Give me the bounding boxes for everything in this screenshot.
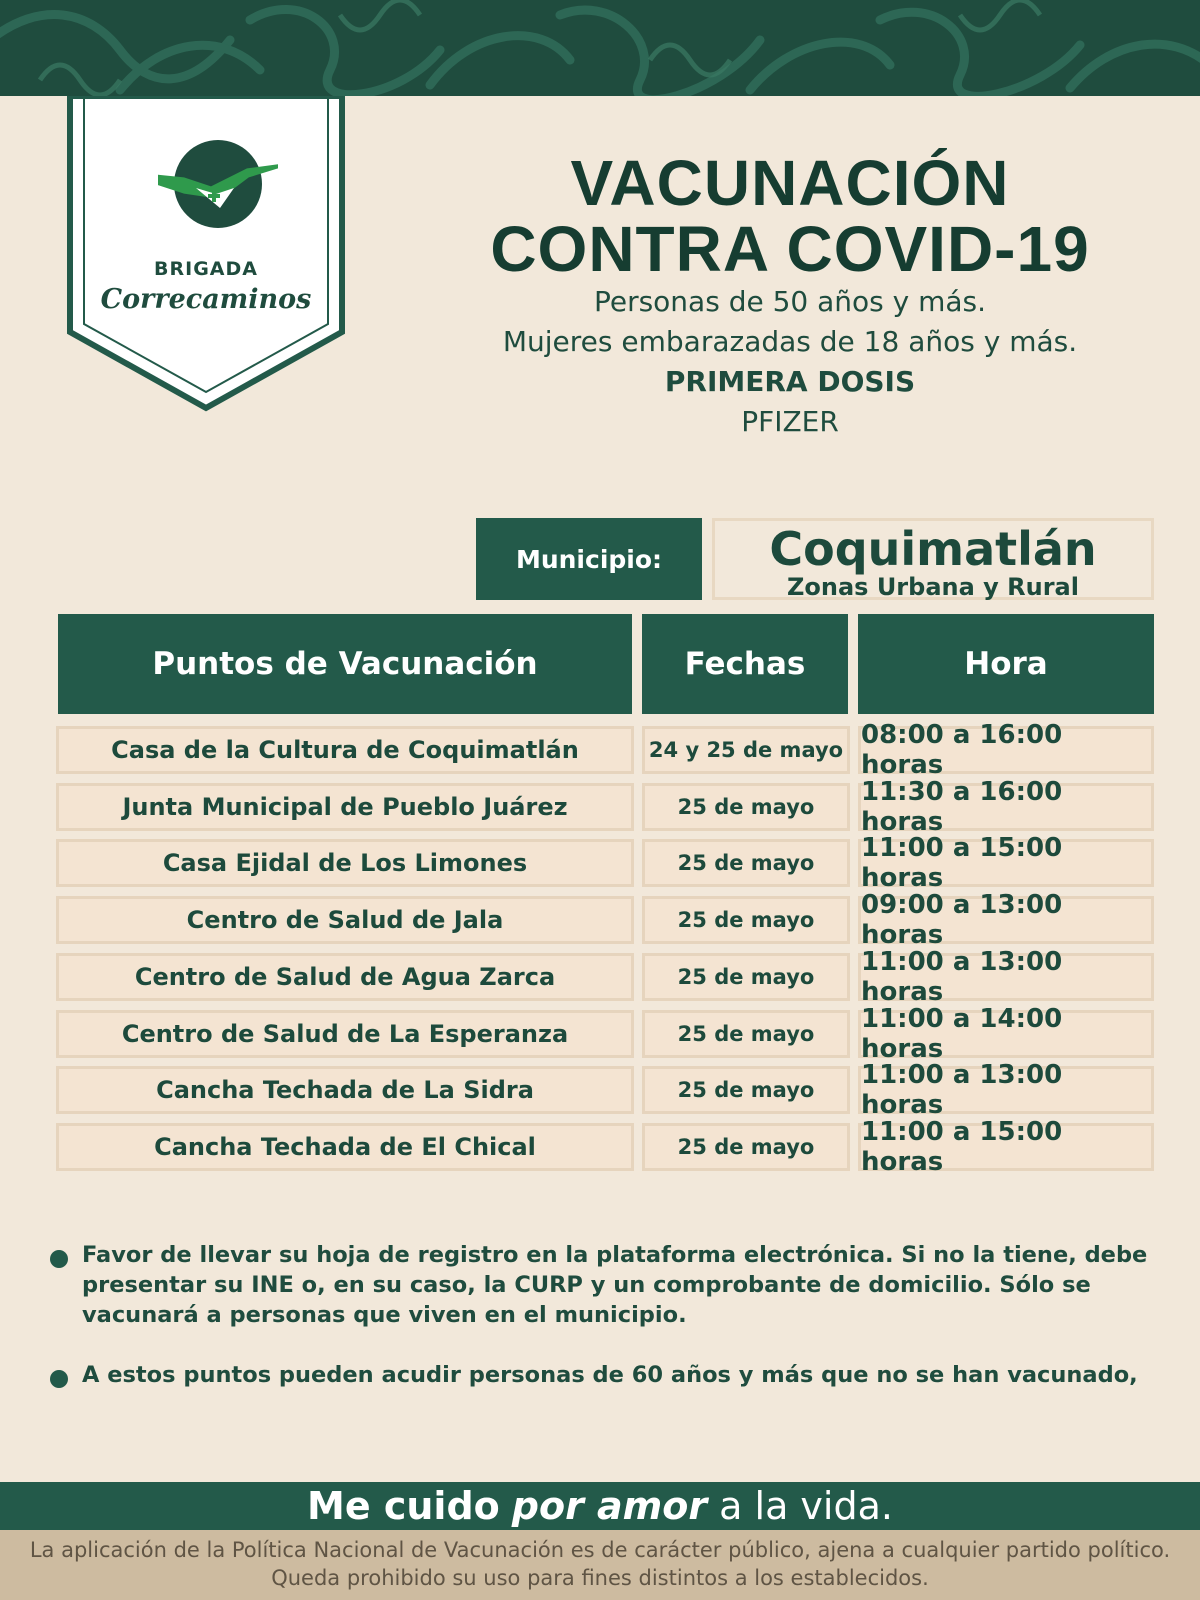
cell-hours: 11:00 a 15:00 horas [858,839,1154,887]
headline-vaccine: PFIZER [741,405,839,438]
slogan-part1: Me cuido [307,1484,500,1528]
cell-location: Cancha Techada de La Sidra [56,1066,634,1114]
top-pattern-band [0,0,1200,96]
cell-hours: 11:00 a 14:00 horas [858,1010,1154,1058]
cell-location: Casa de la Cultura de Coquimatlán [56,726,634,774]
legal-disclaimer: La aplicación de la Política Nacional de Vacunación es de carácter público, ajena a cualquier partido político. Queda prohibido su uso para fines distintos a los establecidos. [0,1530,1200,1600]
cell-date: 24 y 25 de mayo [642,726,850,774]
cell-hours: 09:00 a 13:00 horas [858,896,1154,944]
slogan-part3: a la vida. [719,1484,893,1528]
headline-block [400,147,1180,442]
table-header-hours: Hora [858,614,1154,714]
cell-hours: 11:00 a 13:00 horas [858,953,1154,1001]
table-header-points: Puntos de Vacunación [58,614,632,714]
bullet-icon [50,1370,68,1388]
headline-age-group: Personas de 50 años y más. [593,285,987,318]
headline-title-line2: CONTRA COVID-19 [490,213,1090,285]
cell-date: 25 de mayo [642,1010,850,1058]
roadrunner-logo-icon [158,136,278,236]
cell-location: Centro de Salud de La Esperanza [56,1010,634,1058]
brigada-badge [66,96,346,412]
slogan-bar [0,1482,1200,1530]
cell-hours: 08:00 a 16:00 horas [858,726,1154,774]
cell-date: 25 de mayo [642,1066,850,1114]
bullet-icon [50,1250,68,1268]
cell-hours: 11:00 a 15:00 horas [858,1123,1154,1171]
cell-location: Casa Ejidal de Los Limones [56,839,634,887]
note-elderly: A estos puntos pueden acudir personas de 60 años y más que no se han vacunado, [82,1362,1138,1388]
badge-correcaminos-text: Correcaminos [100,284,312,315]
note-registration: Favor de llevar su hoja de registro en la plataforma electrónica. Si no la tiene, debe presentar su INE o, en su caso, la CURP y un comprobante de domicilio. Sólo se vacunará a personas que viven en el municipio. [82,1242,1148,1328]
cell-hours: 11:00 a 13:00 horas [858,1066,1154,1114]
cell-date: 25 de mayo [642,1123,850,1171]
cell-location: Junta Municipal de Pueblo Juárez [56,783,634,831]
headline-title-line1: VACUNACIÓN [570,147,1010,219]
decorative-pattern [0,0,1200,96]
cell-location: Centro de Salud de Agua Zarca [56,953,634,1001]
cell-date: 25 de mayo [642,896,850,944]
cell-location: Cancha Techada de El Chical [56,1123,634,1171]
municipio-zone: Zonas Urbana y Rural [787,573,1079,601]
municipio-name: Coquimatlán [769,522,1097,576]
cell-date: 25 de mayo [642,839,850,887]
headline-pregnant-group: Mujeres embarazadas de 18 años y más. [502,325,1078,358]
badge-brigada-text: BRIGADA [154,258,258,280]
cell-location: Centro de Salud de Jala [56,896,634,944]
municipio-box [712,518,1154,600]
cell-date: 25 de mayo [642,953,850,1001]
table-header-dates: Fechas [642,614,848,714]
cell-date: 25 de mayo [642,783,850,831]
cell-hours: 11:30 a 16:00 horas [858,783,1154,831]
headline-dose: PRIMERA DOSIS [664,365,916,398]
slogan-part2: por amor [511,1484,708,1528]
municipio-label: Municipio: [476,518,702,600]
